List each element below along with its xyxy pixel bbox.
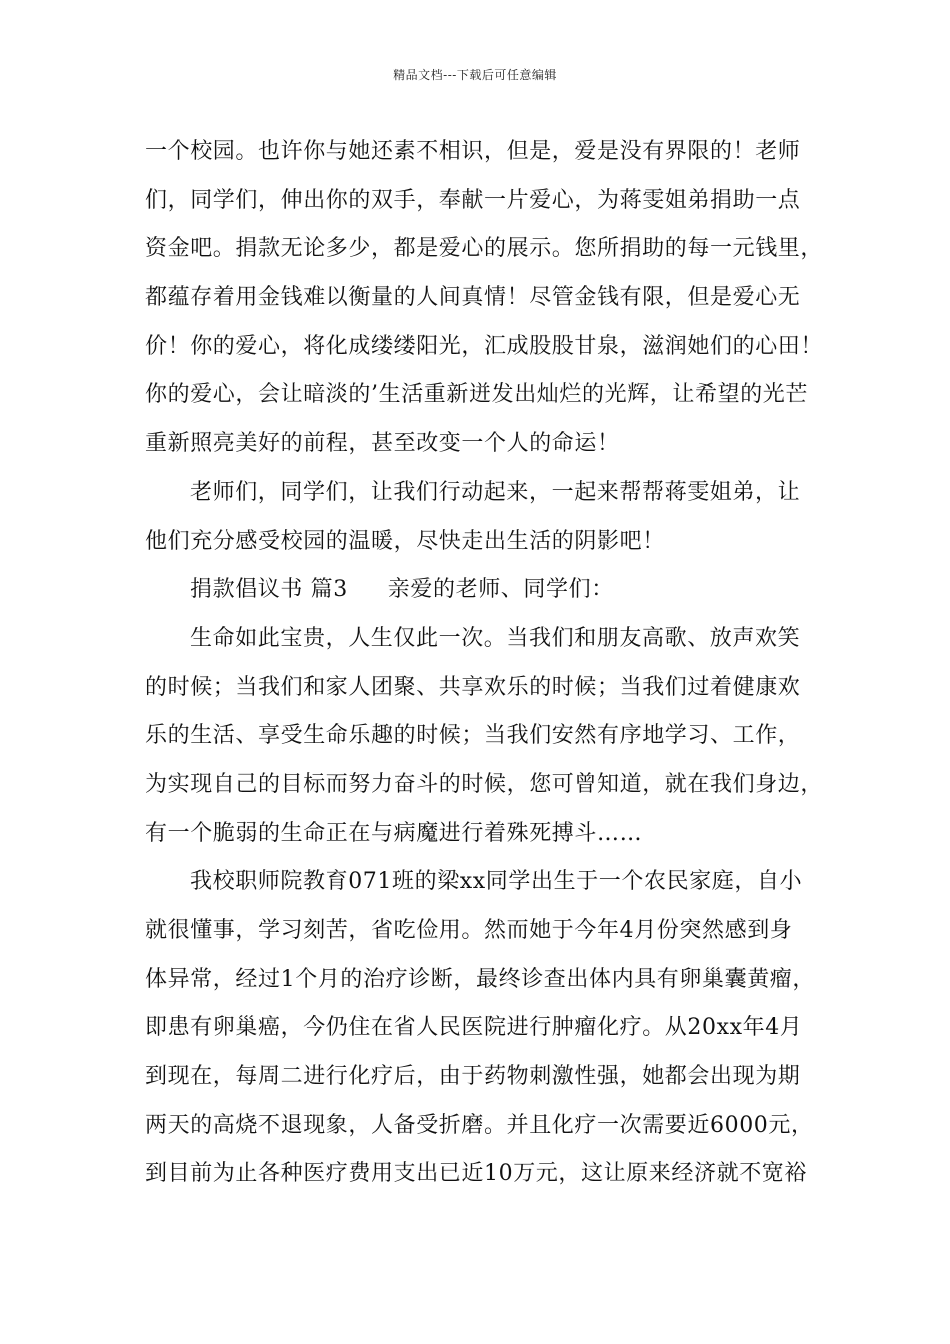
text-line: 你的爱心，会让暗淡的’生活重新迸发出灿烂的光辉，让希望的光芒 (145, 382, 808, 408)
text-line: 们，同学们，伸出你的双手，奉献一片爱心，为蒋雯姐弟捐助一点 (145, 187, 801, 213)
text-line: 体异常，经过1个月的治疗诊断，最终诊查出体内具有卵巢囊黄瘤， (145, 966, 815, 992)
section-title: 捐款倡议书 篇3 (190, 577, 348, 603)
text-line: 有一个脆弱的生命正在与病魔进行着殊死搏斗…… (145, 820, 643, 846)
document-body (145, 128, 833, 1199)
text-line: 都蕴存着用金钱难以衡量的人间真情！尽管金钱有限，但是爱心无 (145, 285, 801, 311)
salutation: 亲爱的老师、同学们： (387, 577, 614, 603)
text-line: 资金吧。捐款无论多少，都是爱心的展示。您所捐助的每一元钱里， (145, 236, 824, 262)
text-line: 就很懂事，学习刻苦，省吃俭用。然而她于今年4月份突然感到身 (145, 918, 793, 943)
text-line: 价！你的爱心，将化成缕缕阳光，汇成股股甘泉，滋润她们的心田！ (145, 333, 824, 359)
text-line: 的时候；当我们和家人团聚、共享欢乐的时候；当我们过着健康欢 (145, 674, 801, 700)
paragraph-start-line: 我校职师院教育071班的梁xx同学出生于一个农民家庭，自小 (190, 869, 803, 895)
text-line: 到目前为止各种医疗费用支出已近10万元，这让原来经济就不宽裕 (145, 1161, 807, 1187)
text-line: 一个校园。也许你与她还素不相识，但是，爱是没有界限的！老师 (145, 139, 801, 164)
text-line: 乐的生活、享受生命乐趣的时候；当我们安然有序地学习、工作， (145, 723, 801, 749)
section-heading-line (145, 566, 833, 615)
text-line: 到现在，每周二进行化疗后，由于药物刺激性强，她都会出现为期 (145, 1064, 801, 1090)
text-line: 即患有卵巢癌，今仍住在省人民医院进行肿瘤化疗。从20xx年4月 (145, 1015, 803, 1041)
text-line: 他们充分感受校园的温暖，尽快走出生活的阴影吧！ (145, 528, 665, 554)
paragraph-start-line: 生命如此宝贵，人生仅此一次。当我们和朋友高歌、放声欢笑 (190, 625, 801, 651)
text-line: 两天的高烧不退现象，人备受折磨。并且化疗一次需要近6000元， (145, 1112, 814, 1138)
text-line: 为实现自己的目标而努力奋斗的时候，您可曾知道，就在我们身边， (145, 771, 824, 797)
text-line: 重新照亮美好的前程，甚至改变一个人的命运！ (145, 431, 620, 457)
paragraph-start-line: 老师们，同学们，让我们行动起来，一起来帮帮蒋雯姐弟，让 (190, 479, 801, 505)
page-header: 精品文档---下载后可任意编辑 (393, 68, 557, 82)
